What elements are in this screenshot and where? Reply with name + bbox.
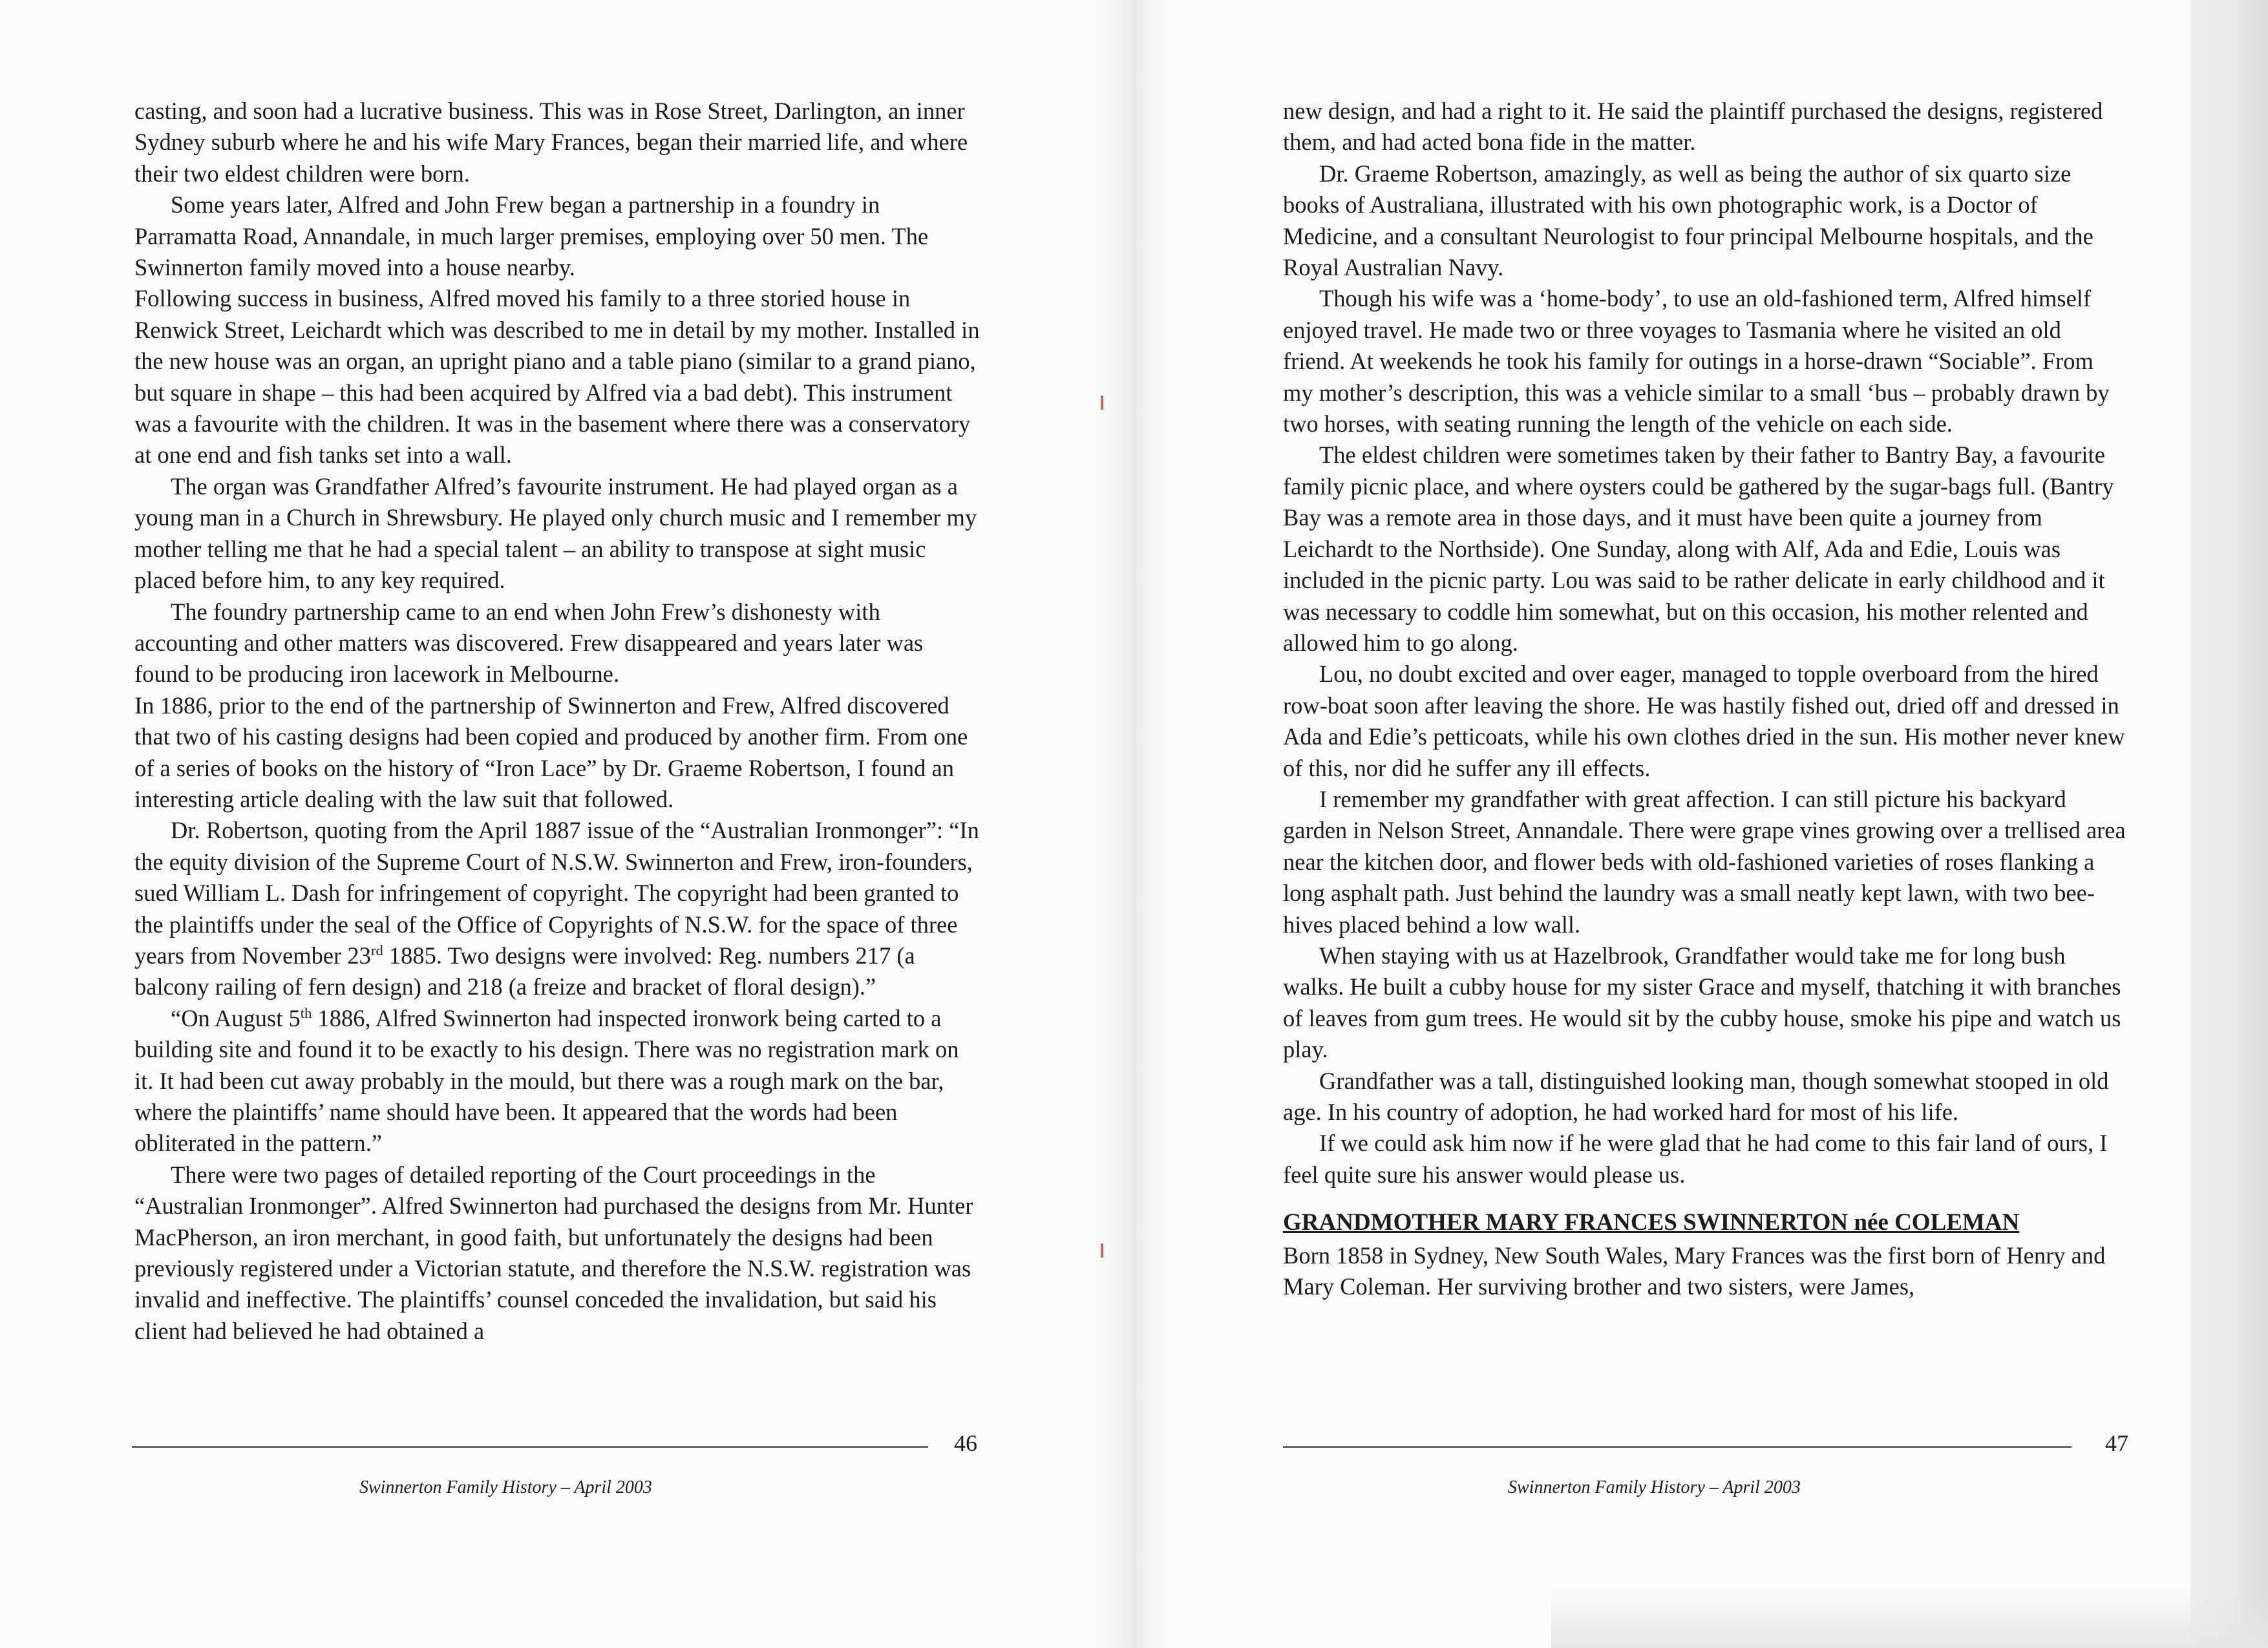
footer-rule bbox=[132, 1446, 928, 1448]
binding-mark bbox=[1101, 1243, 1103, 1258]
paragraph: If we could ask him now if he were glad that he had come to this fair land of ours, I feel quite sure his answer would please us. bbox=[1283, 1130, 2108, 1188]
running-footer: Swinnerton Family History – April 2003 bbox=[1508, 1477, 1801, 1497]
paragraph: Lou, no doubt excited and over eager, managed to topple overboard from the hired row-boat soon after leaving the shore. He was hastily fished out, dried off and dressed in Ada and Edie’s petticoats, while his own clothes dried in the sun. His mother never knew of this, nor did he suffer any ill effects. bbox=[1283, 660, 2125, 781]
scan-bottom-shadow bbox=[1551, 1590, 2268, 1648]
paragraph: There were two pages of detailed reporting of the Court proceedings in the “Australian Ironmonger”. Alfred Swinnerton had purchased the designs from Mr. Hunter MacPherson, an iron merchant, in good faith, but unfortunately the designs had been previously registered under a Victorian statute, and therefore the N.S.W. registration was invalid and ineffective. The plaintiffs’ counsel conceded the invalidation, but said his client had believed he had obtained a bbox=[134, 1161, 973, 1344]
running-footer: Swinnerton Family History – April 2003 bbox=[359, 1477, 652, 1497]
paragraph: Some years later, Alfred and John Frew began a partnership in a foundry in Parramatta Road, Annandale, in much larger premises, employing over 50 men. The Swinnerton family moved into a house nearby. bbox=[134, 191, 929, 281]
paragraph-with-superscript bbox=[134, 1003, 982, 1159]
paragraph-with-superscript bbox=[134, 815, 982, 1002]
right-page-text-column bbox=[1283, 96, 2128, 1302]
paragraph-text: 1885. Two designs were involved: Reg. numbers 217 (a balcony railing of fern design) and 218 (a freize and bracket of floral design).” bbox=[134, 942, 915, 1000]
section-heading: GRANDMOTHER MARY FRANCES SWINNERTON née COLEMAN bbox=[1283, 1209, 2020, 1236]
paragraph: casting, and soon had a lucrative business. This was in Rose Street, Darlington, an inner Sydney suburb where he and his wife Mary Frances, began their married life, and where their two eldest children were born. bbox=[134, 98, 968, 187]
paragraph: I remember my grandfather with great affection. I can still picture his backyard garden in Nelson Street, Annandale. There were grape vines growing over a trellised area near the kitchen door, and flower beds with old-fashioned varieties of roses flanking a long asphalt path. Just behind the laundry was a small neatly kept lawn, with two bee-hives placed behind a low wall. bbox=[1283, 785, 2126, 938]
paragraph: Grandfather was a tall, distinguished looking man, though somewhat stooped in old age. In his country of adoption, he had worked hard for most of his life. bbox=[1283, 1067, 2109, 1125]
book-gutter bbox=[1099, 0, 1170, 1648]
footer-rule bbox=[1283, 1446, 2072, 1448]
paragraph: Born 1858 in Sydney, New South Wales, Mary Frances was the first born of Henry and Mary Coleman. Her surviving brother and two sisters, were James, bbox=[1283, 1241, 2106, 1300]
scan-page-edge bbox=[2190, 0, 2268, 1648]
ordinal-superscript: th bbox=[300, 1004, 312, 1021]
left-page-text-column bbox=[134, 96, 982, 1347]
page-number: 47 bbox=[2105, 1430, 2128, 1456]
paragraph: In 1886, prior to the end of the partnership of Swinnerton and Frew, Alfred discovered that two of his casting designs had been copied and produced by another firm. From one of a series of books on the history of “Iron Lace” by Dr. Graeme Robertson, I found an interesting article dealing with the law suit that followed. bbox=[134, 692, 968, 812]
ordinal-superscript: rd bbox=[370, 942, 383, 958]
page-number: 46 bbox=[954, 1430, 977, 1456]
paragraph-text: “On August 5 bbox=[171, 1004, 301, 1031]
right-page bbox=[1134, 0, 2268, 1648]
paragraph: Following success in business, Alfred moved his family to a three storied house in Renwick Street, Leichardt which was described to me in detail by my mother. Installed in the new house was an organ, an upright piano and a table piano (similar to a grand piano, but square in shape – this had been acquired by Alfred via a bad debt). This instrument was a favourite with the children. It was in the basement where there was a conservatory at one end and fish tanks set into a wall. bbox=[134, 285, 980, 469]
paragraph: The foundry partnership came to an end when John Frew’s dishonesty with accounting and other matters was discovered. Frew disappeared and years later was found to be producing iron lacework in Melbourne. bbox=[134, 598, 924, 688]
paragraph: Though his wife was a ‘home-body’, to use an old-fashioned term, Alfred himself enjoyed travel. He made two or three voyages to Tasmania where he visited an old friend. At weekends he took his family for outings in a horse-drawn “Sociable”. From my mother’s description, this was a vehicle similar to a small ‘bus – probably drawn by two horses, with seating running the length of the vehicle on each side. bbox=[1283, 285, 2110, 438]
paragraph: The eldest children were sometimes taken by their father to Bantry Bay, a favourite family picnic place, and where oysters could be gathered by the sugar-bags full. (Bantry Bay was a remote area in those days, and it must have been quite a journey from Leichardt to the Northside). One Sunday, along with Alf, Ada and Edie, Louis was included in the picnic party. Lou was said to be rather delicate in early childhood and it was necessary to coddle him somewhat, but on this occasion, his mother relented and allowed him to go along. bbox=[1283, 441, 2114, 656]
paragraph: Dr. Graeme Robertson, amazingly, as well as being the author of six quarto size books of Australiana, illustrated with his own photographic work, is a Doctor of Medicine, and a consultant Neurologist to four principal Melbourne hospitals, and the Royal Australian Navy. bbox=[1283, 160, 2093, 281]
paragraph-text: 1886, Alfred Swinnerton had inspected ironwork being carted to a building site and found it to be exactly to his design. There was no registration mark on it. It had been cut away probably in the mould, but there was a rough mark on the bar, where the plaintiffs’ name should have been. It appeared that the words had been obliterated in the pattern.” bbox=[134, 1004, 959, 1157]
paragraph: new design, and had a right to it. He said the plaintiff purchased the designs, registered them, and had acted bona fide in the matter. bbox=[1283, 98, 2103, 156]
paragraph-text: Dr. Robertson, quoting from the April 1887 issue of the “Australian Ironmonger”: “In the equity division of the Supreme Court of N.S.W. Swinnerton and Frew, iron-founders, sued William L. Dash for infringement of copyright. The copyright had been granted to the plaintiffs under the seal of the Office of Copyrights of N.S.W. for the space of three years from November 23 bbox=[134, 817, 979, 969]
paragraph: The organ was Grandfather Alfred’s favourite instrument. He had played organ as a young man in a Church in Shrewsbury. He played only church music and I remember my mother telling me that he had a special talent – an ability to transpose at sight music placed before him, to any key required. bbox=[134, 472, 977, 594]
binding-mark bbox=[1101, 396, 1103, 410]
paragraph: When staying with us at Hazelbrook, Grandfather would take me for long bush walks. He built a cubby house for my sister Grace and myself, thatching it with branches of leaves from gum trees. He would sit by the cubby house, smoke his pipe and watch us play. bbox=[1283, 942, 2121, 1063]
